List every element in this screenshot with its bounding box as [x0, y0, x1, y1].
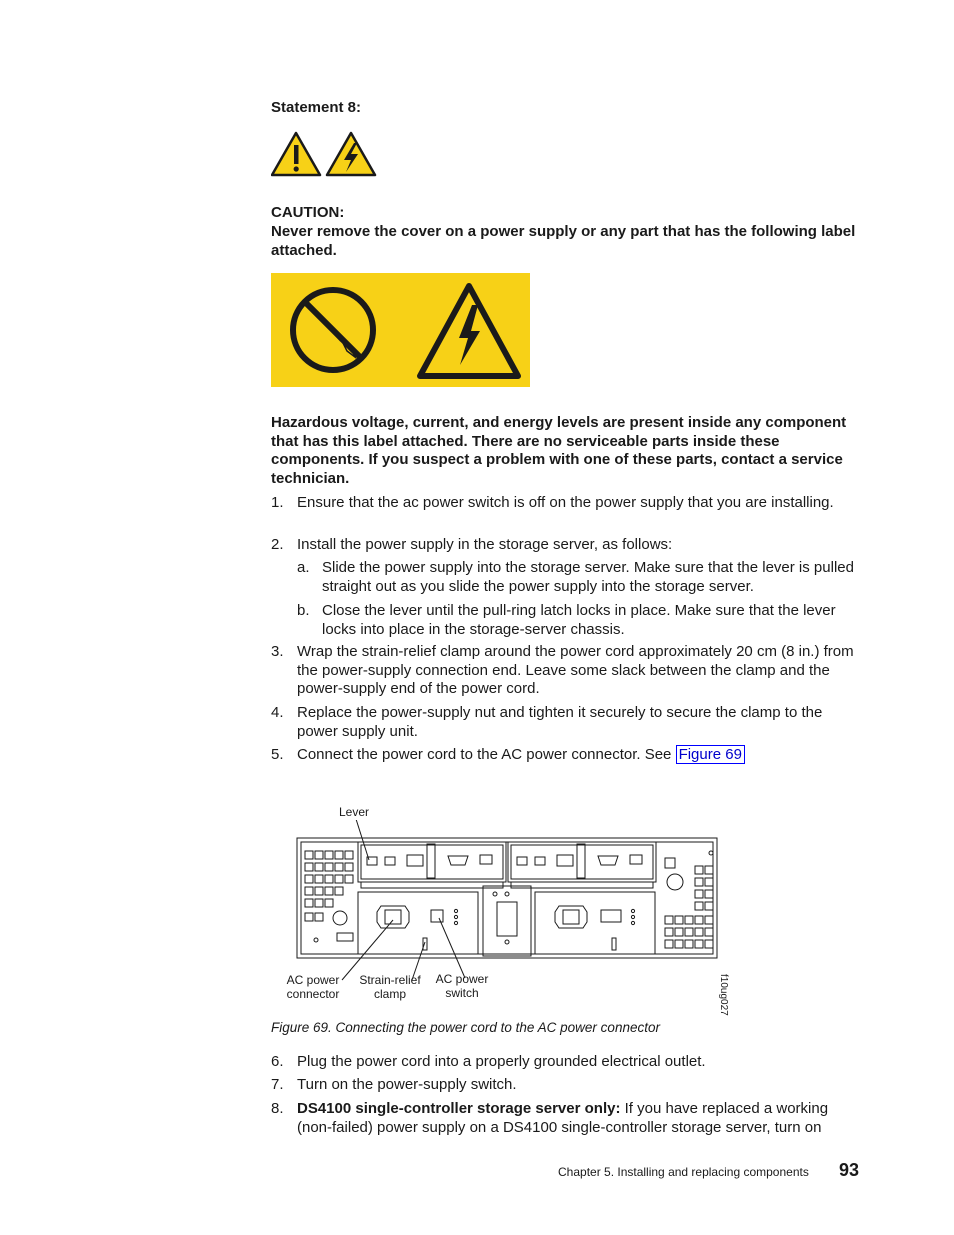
step-text: Install the power supply in the storage server, as follows: — [297, 536, 673, 553]
statement-heading: Statement 8: — [271, 99, 362, 116]
warning-icons — [271, 130, 381, 178]
step-6 — [271, 1053, 856, 1072]
caution-heading: CAUTION: — [271, 204, 345, 221]
ac-switch-label-line2: switch — [445, 986, 479, 1000]
step-5 — [271, 746, 856, 765]
strain-relief-label — [351, 973, 429, 1001]
ac-connector-leader-line — [342, 920, 393, 980]
page-number: 93 — [839, 1160, 860, 1180]
substep-b — [297, 601, 857, 639]
strain-relief-label-line1: Strain-relief — [359, 973, 421, 987]
step-text: Wrap the strain-relief clamp around the power cord approximately 20 cm (8 in.) from the power-supply connection end. Leave some slack between the clamp and the power-supply end of the power cord. — [297, 643, 854, 697]
controller-module-left — [358, 842, 506, 888]
step-number: 3. — [271, 643, 284, 660]
substep-a — [297, 558, 857, 596]
step-text: Ensure that the ac power switch is off on the power supply that you are installing. — [297, 494, 834, 511]
step-number: 2. — [271, 536, 284, 553]
substep-text: Close the lever until the pull-ring latch locks in place. Make sure that the lever locks into place in the storage-server chassis. — [322, 602, 836, 638]
strain-relief-label-line2: clamp — [373, 987, 406, 1001]
substep-letter: b. — [297, 602, 310, 619]
step-text: Connect the power cord to the AC power connector. See — [297, 746, 676, 763]
power-supply-right — [535, 892, 655, 954]
ac-switch-leader-line — [439, 918, 465, 978]
figure-id-label: f10ug027 — [718, 974, 729, 1016]
step-bold-text: DS4100 single-controller storage server only: — [297, 1100, 621, 1117]
electrical-hazard-icon — [327, 133, 375, 175]
exclamation-warning-icon — [272, 133, 320, 175]
figure-69-link[interactable]: Figure 69 — [676, 745, 745, 764]
environmental-module — [483, 886, 531, 956]
figure-caption: Figure 69. Connecting the power cord to the AC power connector — [271, 1020, 660, 1035]
caution-text: Never remove the cover on a power supply or any part that has the following label attached. — [271, 223, 856, 259]
step-number: 4. — [271, 704, 284, 721]
step-1 — [271, 494, 856, 513]
power-supply-left — [358, 892, 478, 954]
right-vent-grid — [665, 851, 713, 948]
controller-module-right — [508, 842, 656, 888]
step-7 — [271, 1076, 856, 1095]
step-2 — [271, 536, 856, 555]
step-8 — [271, 1100, 856, 1137]
left-vent-grid — [305, 851, 353, 942]
step-number: 1. — [271, 494, 284, 511]
lever-label: Lever — [339, 805, 370, 819]
strain-relief-clamp — [423, 938, 427, 950]
step-number: 5. — [271, 746, 284, 763]
hazard-label-image — [271, 273, 530, 387]
substep-text: Slide the power supply into the storage server. Make sure that the lever is pulled straight out as you slide the power supply into the storage server. — [322, 559, 854, 595]
step-number: 6. — [271, 1053, 284, 1070]
step-text: Turn on the power-supply switch. — [297, 1076, 517, 1093]
ac-connector-label-line2: connector — [286, 987, 340, 1001]
ac-switch-label-line1: AC power — [435, 972, 489, 986]
chapter-footer: Chapter 5. Installing and replacing components — [558, 1165, 809, 1179]
ac-switch-label — [430, 972, 494, 1000]
step-number: 7. — [271, 1076, 284, 1093]
step-number: 8. — [271, 1100, 284, 1117]
step-text: If you have replaced a working (non-failed) power supply on a DS4100 single-controller storage server, turn on — [297, 1100, 829, 1136]
step-text: Replace the power-supply nut and tighten it securely to secure the clamp to the power supply unit. — [297, 704, 823, 740]
ac-connector-label-line1: AC power — [286, 973, 340, 987]
step-text: Plug the power cord into a properly grounded electrical outlet. — [297, 1053, 706, 1070]
ac-connector-label — [279, 973, 347, 1001]
step-4 — [271, 704, 856, 741]
substep-letter: a. — [297, 559, 310, 576]
step-3 — [271, 643, 856, 699]
hazard-text: Hazardous voltage, current, and energy levels are present inside any component that has this label attached. There are no serviceable parts inside these components. If you suspect a problem with one of these parts, contact a service technician. — [271, 414, 847, 487]
